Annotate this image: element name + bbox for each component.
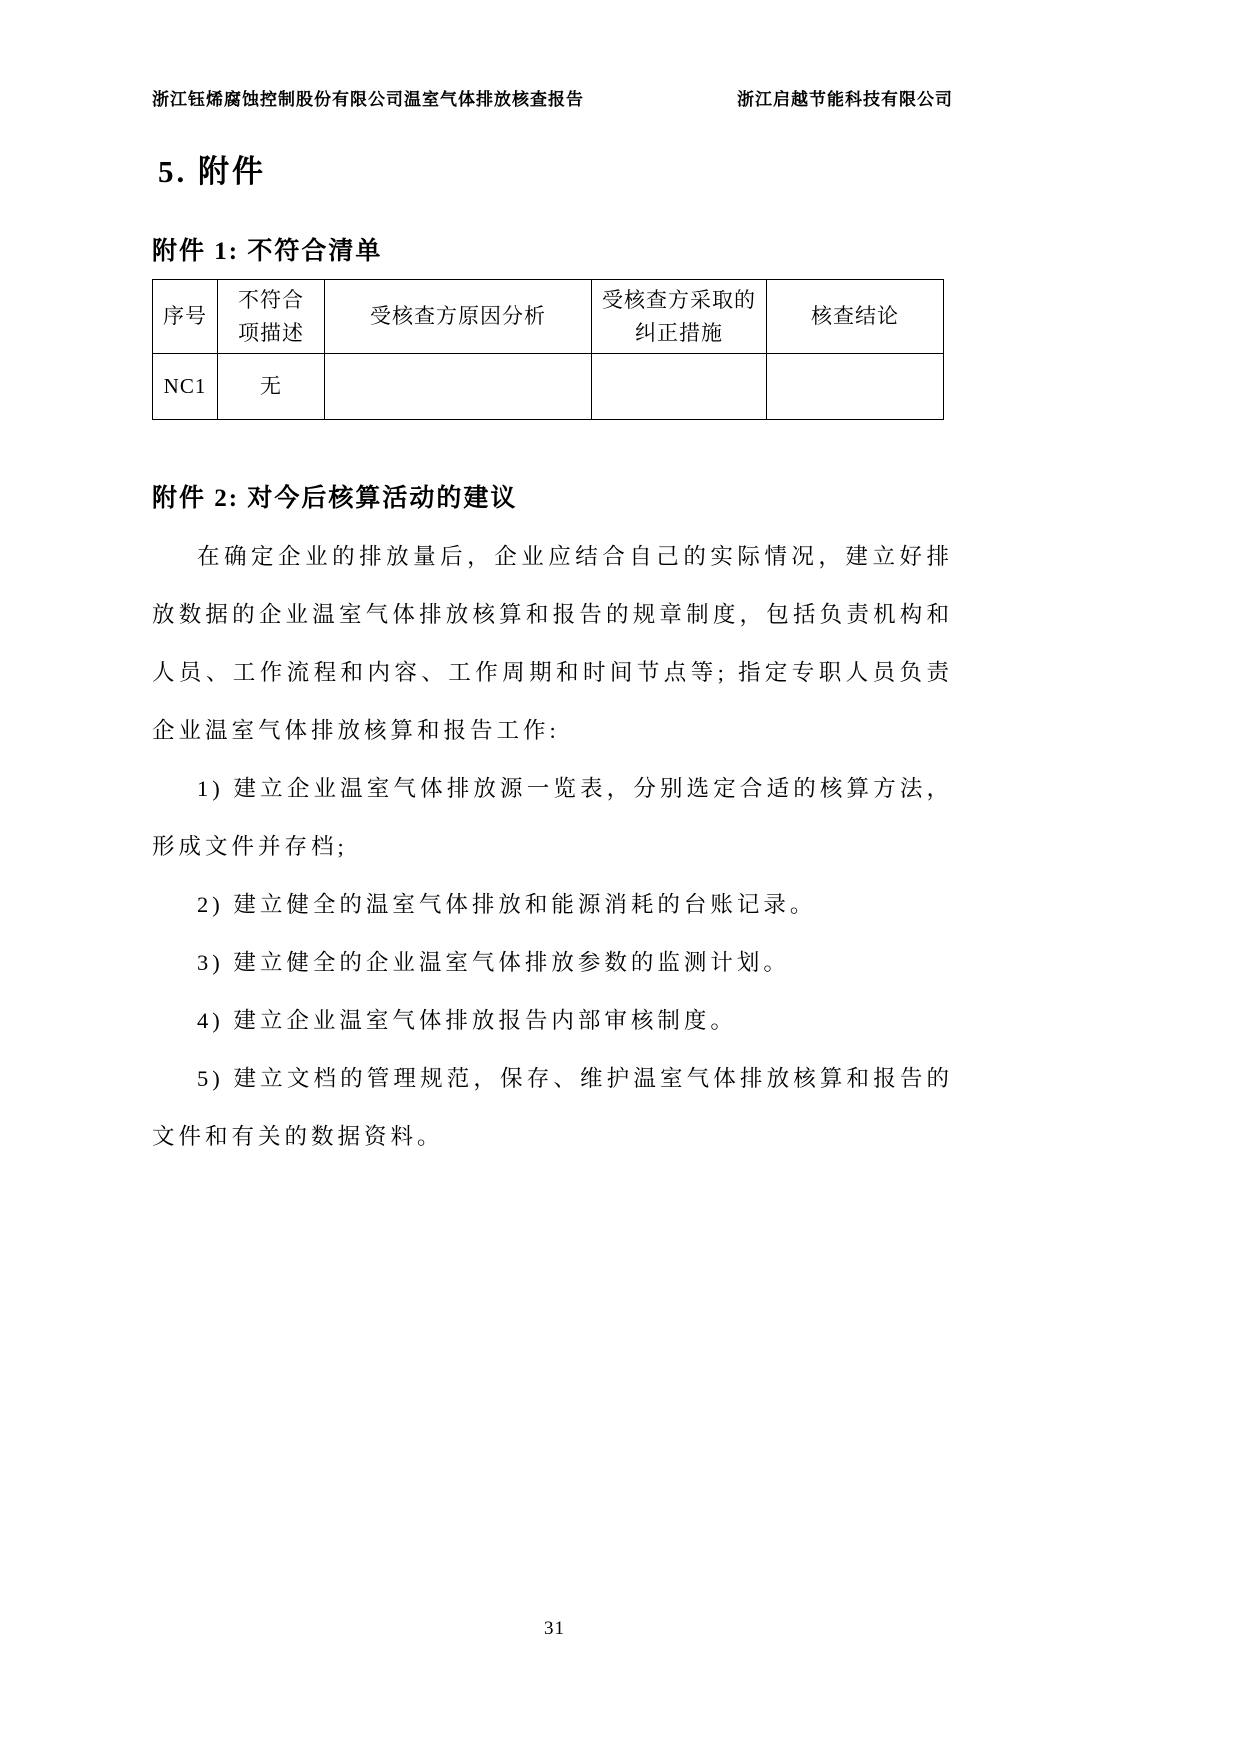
section-title: 5. 附件 bbox=[158, 154, 266, 189]
suggestion-item-3: 3) 建立健全的企业温室气体排放参数的监测计划。 bbox=[197, 950, 790, 976]
suggestion-item-2: 2) 建立健全的温室气体排放和能源消耗的台账记录。 bbox=[197, 892, 817, 918]
attachment2-body bbox=[152, 528, 953, 1166]
cell-analysis bbox=[325, 354, 592, 420]
col-header-analysis: 受核查方原因分析 bbox=[325, 280, 592, 354]
cell-description: 无 bbox=[218, 354, 325, 420]
page-header bbox=[152, 85, 953, 110]
header-left-text: 浙江钰烯腐蚀控制股份有限公司温室气体排放核查报告 bbox=[152, 90, 584, 109]
attachment1-title: 附件 1: 不符合清单 bbox=[152, 238, 383, 265]
suggestion-intro-paragraph: 在确定企业的排放量后，企业应结合自己的实际情况，建立好排放数据的企业温室气体排放核算和报告的规章制度，包括负责机构和人员、工作流程和内容、工作周期和时间节点等; 指定专职人员负责企业温室气体排放核算和报告工作: bbox=[152, 544, 953, 744]
col-header-number: 序号 bbox=[153, 280, 218, 354]
cell-corrective-action bbox=[592, 354, 767, 420]
table-row bbox=[153, 354, 944, 420]
col-header-description: 不符合项描述 bbox=[218, 280, 325, 354]
nonconformity-table bbox=[152, 279, 944, 420]
col-header-corrective-action: 受核查方采取的纠正措施 bbox=[592, 280, 767, 354]
page-number: 31 bbox=[544, 1618, 565, 1639]
table-header-row bbox=[153, 280, 944, 354]
page-content bbox=[152, 146, 953, 1166]
cell-conclusion bbox=[767, 354, 944, 420]
cell-number: NC1 bbox=[153, 354, 218, 420]
attachment2-title: 附件 2: 对今后核算活动的建议 bbox=[152, 485, 518, 513]
header-right-text: 浙江启越节能科技有限公司 bbox=[737, 90, 953, 109]
suggestion-item-4: 4) 建立企业温室气体排放报告内部审核制度。 bbox=[197, 1008, 737, 1034]
suggestion-item-5: 5) 建立文档的管理规范，保存、维护温室气体排放核算和报告的文件和有关的数据资料。 bbox=[152, 1066, 953, 1150]
suggestion-item-1: 1) 建立企业温室气体排放源一览表，分别选定合适的核算方法，形成文件并存档; bbox=[152, 776, 953, 860]
col-header-conclusion: 核查结论 bbox=[767, 280, 944, 354]
